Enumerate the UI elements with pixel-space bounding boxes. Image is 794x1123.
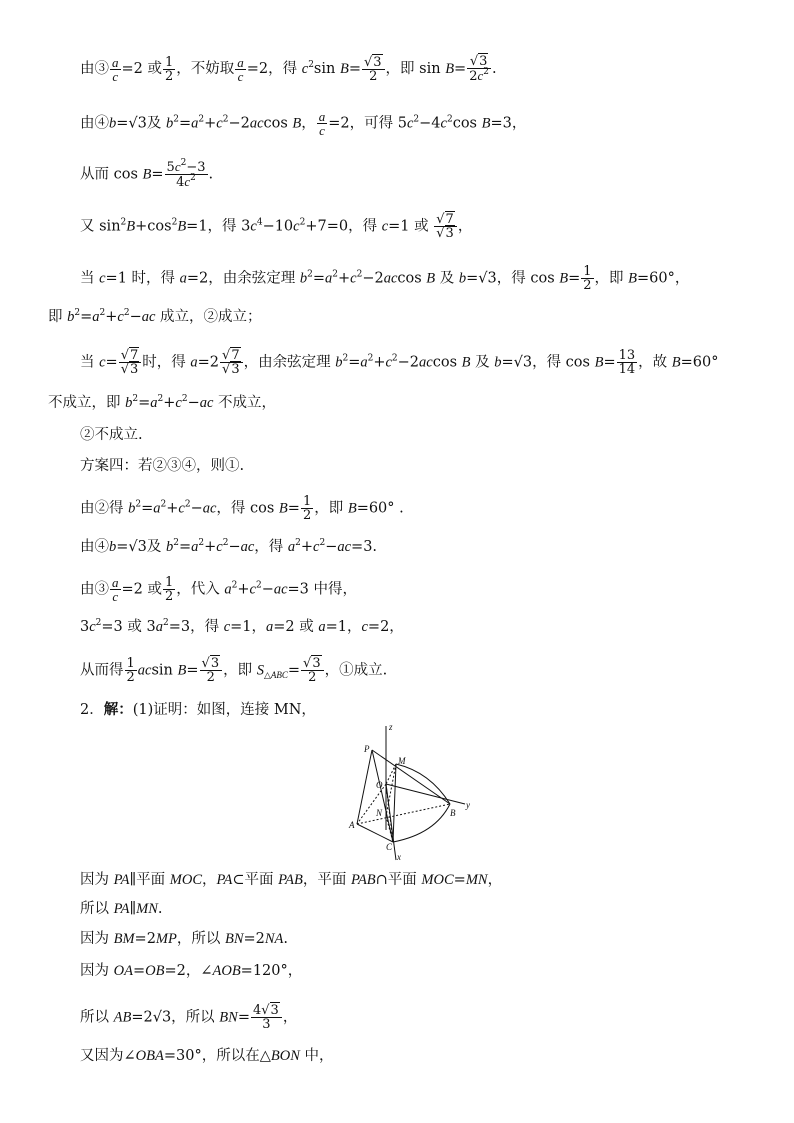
text-line-6: 即 $b^2=a^2+c^2-ac$ 成立，②成立； — [48, 308, 262, 325]
text-line-20: 因为 OA=OB=2，∠AOB=120°， — [80, 963, 303, 979]
label-z: z — [389, 722, 393, 732]
text-line-3: 从而 cos B= $\frac{5c^2-3}{4c^2}$ . — [80, 158, 214, 190]
arc-CB — [393, 804, 450, 842]
text-line-11: 由②得 $b^2=a^2+c^2-ac$，得 cos B= $\frac{1}{2}$ ，即 B=60° . — [80, 494, 404, 523]
text-line-7: 当 c= $\frac{√7}{√3}$ 时，得 a=2 $\frac{√7}{√3}$ ，由余弦定理 $b^2=a^2+c^2-2accos$ B 及 b=√3，得 cos B= $\frac{13}{14}$ ，故 B=60° — [80, 348, 719, 377]
text-line-18: 所以 PA∥MN. — [80, 901, 163, 917]
label-x: x — [397, 852, 401, 862]
label-B: B — [450, 808, 456, 818]
text-line-12: 由④b=√3及 $b^2=a^2+c^2-ac$，得 $a^2+c^2-ac=3$. — [80, 538, 378, 555]
label-A: A — [349, 820, 355, 830]
text-line-19: 因为 BM=2MP，所以 BN=2NA. — [80, 931, 289, 947]
label-N: N — [376, 808, 383, 818]
text-line-15: 从而得 $\frac{1}{2}$ acsin B= $\frac{√3}{2}$ ，即 $S_{\triangle ABC}=$ $\frac{√3}{2}$ ，①成立. — [80, 656, 388, 685]
geometry-figure — [340, 712, 490, 862]
text-line-17: 因为 PA∥平面 MOC，PA⊂平面 PAB，平面 PAB∩平面 MOC=MN， — [80, 872, 503, 888]
label-y: y — [466, 800, 470, 810]
text-line-5: 当 c=1 时，得 a=2，由余弦定理 $b^2=a^2+c^2-2accos$ B 及 b=√3，得 cos B= $\frac{1}{2}$ ，即 B=60°， — [80, 264, 690, 293]
text-line-9: ②不成立. — [80, 427, 143, 443]
text-line-13: 由③ $\frac{a}{c}$ =2 或 $\frac{1}{2}$ ，代入 $a^2+c^2-ac=3$ 中得， — [80, 575, 358, 604]
edge-AC — [357, 824, 393, 842]
text-line-21: 所以 AB=2√3，所以 BN= $\frac{4√3}{3}$ ， — [80, 1003, 298, 1032]
text-line-4: 又 $\sin^2B+\cos^2B=1$，得 $3c^4-10c^2+7=0$，得 c=1 或 $\frac{√7}{√3}$ ， — [80, 212, 473, 241]
edge-AB — [357, 804, 450, 824]
label-M: M — [398, 756, 406, 766]
text-line-16: 2．解：(1)证明：如图，连接 MN， — [80, 701, 316, 718]
text-line-10: 方案四：若②③④，则①. — [80, 458, 245, 474]
edge-PB — [372, 750, 450, 804]
edge-MC — [393, 764, 396, 842]
text-line-14: $3c^2=3$ 或 $3a^2=3$，得 c=1，a=2 或 a=1，c=2， — [80, 618, 404, 635]
label-O: O — [376, 780, 383, 790]
text-line-22: 又因为∠OBA=30°，所以在△BON 中， — [80, 1048, 334, 1064]
text-line-2: 由④b=√3及 $b^2=a^2+c^2-2accos$ B， $\frac{a}{c}$ =2，可得 $5c^2-4c^2\cos$ B=3， — [80, 109, 527, 138]
label-C: C — [386, 842, 393, 852]
label-P: P — [364, 744, 370, 754]
text-line-1: 由③ $\frac{a}{c}$ =2 或 $\frac{1}{2}$ ，不妨取 $\frac{a}{c}$ =2，得 $c^2\sin$ B= $\frac{√3}{2}$ ，即 sin B= $\frac{√3}{2c^2}$ . — [80, 54, 497, 84]
text-line-8: 不成立，即 $b^2=a^2+c^2-ac$ 不成立， — [48, 394, 277, 411]
edge-MO — [386, 764, 396, 784]
